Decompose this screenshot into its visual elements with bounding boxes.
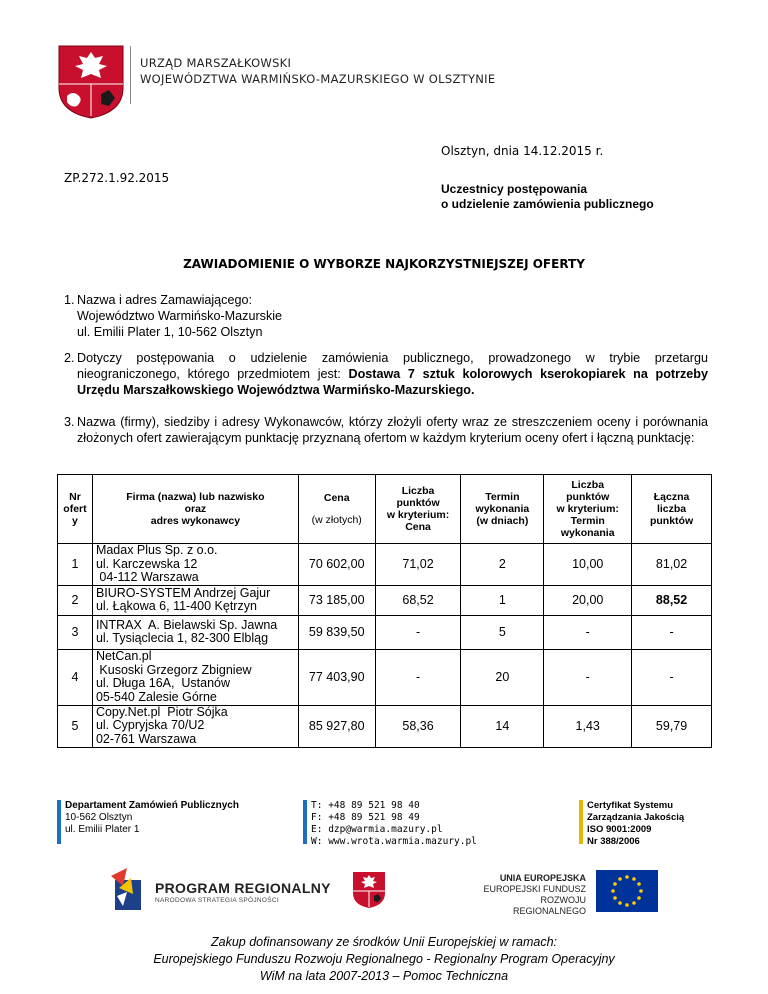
table-row: [58, 544, 712, 586]
total-points: -: [632, 649, 712, 705]
section-2: [64, 350, 708, 398]
contact-phone: T: +48 89 521 98 40: [311, 800, 420, 811]
department-street: ul. Emilii Plater 1: [65, 824, 140, 835]
contact-email: E: dzp@warmia.mazury.pl: [311, 824, 443, 835]
recipient-block: [441, 182, 654, 212]
price: 73 185,00: [298, 585, 375, 615]
certificate-accent-bar: [579, 800, 583, 844]
term-days: 2: [461, 544, 544, 586]
department-city: 10-562 Olsztyn: [65, 812, 133, 823]
contact-block: [311, 800, 477, 848]
offer-number: 5: [58, 705, 93, 747]
eu-flag-icon: [596, 870, 658, 912]
org-line-2: WOJEWÓDZTWA WARMIŃSKO-MAZURSKIEGO W OLSZTYNIE: [140, 72, 496, 86]
total-points-best: 88,52: [632, 585, 712, 615]
section-1: [64, 292, 708, 340]
total-points: 81,02: [632, 544, 712, 586]
contractor: Copy.Net.pl Piotr Sójka ul. Cypryjska 70/U2 02-761 Warszawa: [92, 705, 298, 747]
header-price-points: Liczba punktów w kryterium: Cena: [375, 475, 461, 544]
reference-number: ZP.272.1.92.2015: [64, 171, 170, 185]
document-date: Olsztyn, dnia 14.12.2015 r.: [441, 144, 604, 158]
section-1-heading: Nazwa i adres Zamawiającego:: [77, 293, 252, 307]
table-row: [58, 705, 712, 747]
eu-fund-label: [476, 873, 586, 917]
table-row: [58, 585, 712, 615]
header-divider: [130, 46, 131, 104]
offer-number: 1: [58, 544, 93, 586]
contractor: Madax Plus Sp. z o.o. ul. Karczewska 12 04-112 Warszawa: [92, 544, 298, 586]
price-points: 71,02: [375, 544, 461, 586]
term-points: 10,00: [544, 544, 632, 586]
price-points: -: [375, 615, 461, 649]
contractor: INTRAX A. Bielawski Sp. Jawna ul. Tysiąclecia 1, 82-300 Elbląg: [92, 615, 298, 649]
department-block: [65, 800, 239, 836]
header-total-points: Łączna liczba punktów: [632, 475, 712, 544]
price: 70 602,00: [298, 544, 375, 586]
price: 77 403,90: [298, 649, 375, 705]
price-points: 58,36: [375, 705, 461, 747]
cofinancing-note: [0, 934, 768, 985]
price-points: 68,52: [375, 585, 461, 615]
document-title: ZAWIADOMIENIE O WYBORZE NAJKORZYSTNIEJSZEJ OFERTY: [183, 257, 585, 271]
contact-website: W: www.wrota.warmia.mazury.pl: [311, 836, 477, 847]
table-row: [58, 615, 712, 649]
term-points: -: [544, 615, 632, 649]
header-contractor: Firma (nazwa) lub nazwisko oraz adres wykonawcy: [92, 475, 298, 544]
contractor: BIURO-SYSTEM Andrzej Gajur ul. Łąkowa 6, 11-400 Kętrzyn: [92, 585, 298, 615]
regional-program-logo-icon: [109, 866, 145, 914]
price: 59 839,50: [298, 615, 375, 649]
voivodeship-coat-of-arms: [57, 44, 125, 120]
department-name: Departament Zamówień Publicznych: [65, 800, 239, 811]
organization-name: [140, 55, 495, 87]
term-points: 1,43: [544, 705, 632, 747]
eu-line-1: UNIA EUROPEJSKA: [499, 873, 586, 883]
header-offer-number: Nr ofert y: [58, 475, 93, 544]
contact-fax: F: +48 89 521 98 49: [311, 812, 420, 823]
section-2-number: 2.: [64, 351, 75, 365]
table-row: [58, 649, 712, 705]
cofinancing-line-3: WiM na lata 2007-2013 – Pomoc Techniczna: [259, 969, 509, 983]
section-3-number: 3.: [64, 415, 75, 429]
total-points: 59,79: [632, 705, 712, 747]
header-term: Termin wykonania (w dniach): [461, 475, 544, 544]
recipient-line-1: Uczestnicy postępowania: [441, 182, 588, 196]
term-points: -: [544, 649, 632, 705]
cofinancing-line-1: Zakup dofinansowany ze środków Unii Europejskiej w ramach:: [211, 935, 557, 949]
term-points: 20,00: [544, 585, 632, 615]
contractor: NetCan.pl Kusoski Grzegorz Zbigniew ul. Długa 16A, Ustanów 05-540 Zalesie Górne: [92, 649, 298, 705]
term-days: 20: [461, 649, 544, 705]
certificate-line-2: Zarządzania Jakością: [587, 812, 685, 823]
price-points: -: [375, 649, 461, 705]
term-days: 1: [461, 585, 544, 615]
header-price: Cena (w złotych): [298, 475, 375, 544]
org-line-1: URZĄD MARSZAŁKOWSKI: [140, 56, 292, 70]
price: 85 927,80: [298, 705, 375, 747]
offer-number: 4: [58, 649, 93, 705]
department-accent-bar: [57, 800, 61, 844]
section-3-text: Nazwa (firmy), siedziby i adresy Wykonawców, którzy złożyli oferty wraz ze streszczeniem oceny i porównania złożonych ofert zawierającym punktację przyznaną ofertom w każdym kryterium oceny ofert i łączną punktację:: [77, 415, 708, 445]
program-subtitle: NARODOWA STRATEGIA SPÓJNOŚCI: [155, 897, 279, 904]
certificate-line-3: ISO 9001:2009: [587, 824, 652, 835]
section-2-text: Dotyczy postępowania o udzielenie zamówienia publicznego, prowadzonego w trybie przetargu nieograniczonego, którego przedmiotem jest:: [77, 351, 708, 381]
term-days: 14: [461, 705, 544, 747]
section-3: [64, 414, 708, 446]
term-days: 5: [461, 615, 544, 649]
total-points: -: [632, 615, 712, 649]
section-1-address: ul. Emilii Plater 1, 10-562 Olsztyn: [77, 325, 263, 339]
offers-table: [57, 474, 712, 748]
voivodeship-coat-of-arms-small: [352, 868, 386, 912]
offer-number: 3: [58, 615, 93, 649]
eu-line-2: EUROPEJSKI FUNDUSZ: [483, 884, 586, 894]
section-1-number: 1.: [64, 293, 75, 307]
recipient-line-2: o udzielenie zamówienia publicznego: [441, 197, 654, 211]
certificate-block: [587, 800, 684, 848]
section-1-name: Województwo Warmińsko-Mazurskie: [77, 309, 283, 323]
program-title: PROGRAM REGIONALNY: [155, 880, 331, 896]
contact-accent-bar: [303, 800, 307, 844]
eu-line-3: ROZWOJU REGIONALNEGO: [512, 895, 586, 916]
offer-number: 2: [58, 585, 93, 615]
certificate-line-1: Certyfikat Systemu: [587, 800, 674, 811]
table-header-row: [58, 475, 712, 544]
cofinancing-line-2: Europejskiego Funduszu Rozwoju Regionalnego - Regionalny Program Operacyjny: [153, 952, 615, 966]
certificate-line-4: Nr 388/2006: [587, 836, 640, 847]
section-2-subject: Dostawa 7 sztuk kolorowych kserokopiarek na potrzeby Urzędu Marszałkowskiego Województwa Warmińsko-Mazurskiego.: [77, 367, 708, 397]
header-term-points: Liczba punktów w kryterium: Termin wykonania: [544, 475, 632, 544]
